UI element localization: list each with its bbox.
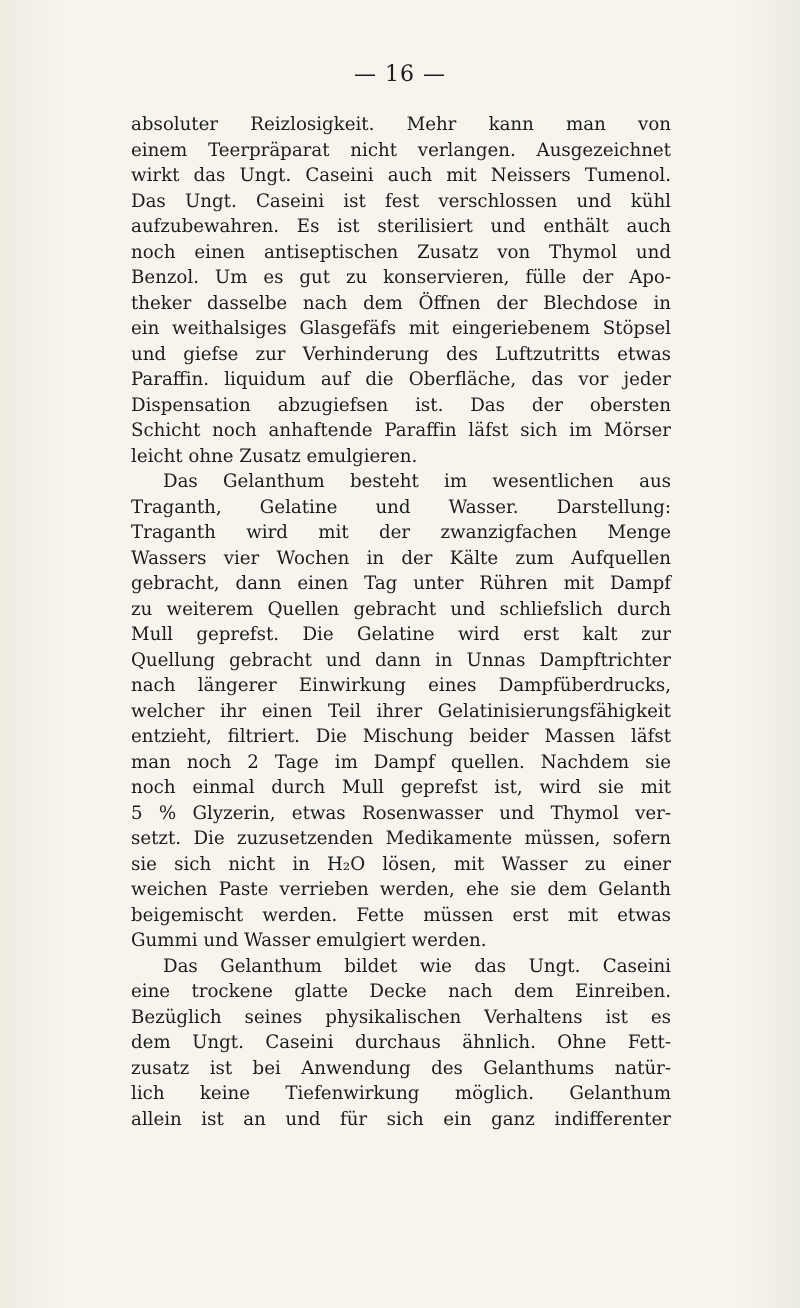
- text-line: nach längerer Einwirkung eines Dampfüberdrucks,: [131, 675, 671, 696]
- text-line: Benzol. Um es gut zu konservieren, fülle der Apo-: [131, 267, 671, 288]
- text-line: allein ist an und für sich ein ganz indifferenter: [131, 1108, 671, 1130]
- text-line: dem Ungt. Caseini durchaus ähnlich. Ohne Fett-: [131, 1032, 671, 1053]
- text-line: Wassers vier Wochen in der Kälte zum Aufquellen: [131, 547, 671, 569]
- text-line: Das Ungt. Caseini ist fest verschlossen und kühl: [131, 190, 671, 212]
- body-text: [131, 112, 671, 1132]
- text-line: entzieht, filtriert. Die Mischung beider Massen läfst: [131, 726, 671, 747]
- text-line: beigemischt werden. Fette müssen erst mit etwas: [131, 904, 671, 926]
- text-line: leicht ohne Zusatz emulgieren.: [131, 445, 418, 467]
- text-line: aufzubewahren. Es ist sterilisiert und enthält auch: [131, 216, 671, 237]
- text-line: gebracht, dann einen Tag unter Rühren mit Dampf: [131, 573, 671, 594]
- text-line: sie sich nicht in H₂O lösen, mit Wasser zu einer: [131, 853, 671, 875]
- text-line: Das Gelanthum besteht im wesentlichen aus: [163, 471, 671, 492]
- text-line: Paraffin. liquidum auf die Oberfläche, das vor jeder: [131, 369, 671, 390]
- text-line: zu weiterem Quellen gebracht und schliefslich durch: [131, 598, 671, 620]
- text-line: zusatz ist bei Anwendung des Gelanthums natür-: [131, 1057, 671, 1079]
- text-line: Mull geprefst. Die Gelatine wird erst kalt zur: [131, 624, 671, 645]
- text-line: noch einen antiseptischen Zusatz von Thymol und: [131, 241, 671, 263]
- text-line: Dispensation abzugiefsen ist. Das der obersten: [131, 394, 671, 416]
- text-line: Traganth, Gelatine und Wasser. Darstellung:: [131, 496, 671, 518]
- text-line: ein weithalsiges Glasgefäfs mit eingeriebenem Stöpsel: [131, 318, 671, 339]
- text-line: Das Gelanthum bildet wie das Ungt. Caseini: [163, 955, 671, 977]
- text-line: man noch 2 Tage im Dampf quellen. Nachdem sie: [131, 751, 671, 773]
- text-line: lich keine Tiefenwirkung möglich. Gelanthum: [131, 1083, 671, 1104]
- text-line: Schicht noch anhaftende Paraffin läfst sich im Mörser: [131, 420, 671, 441]
- text-line: weichen Paste verrieben werden, ehe sie dem Gelanth: [131, 879, 671, 900]
- page-number: — 16 —: [354, 62, 446, 87]
- text-line: einem Teerpräparat nicht verlangen. Ausgezeichnet: [131, 139, 671, 161]
- text-line: 5 % Glyzerin, etwas Rosenwasser und Thymol ver-: [131, 802, 671, 824]
- text-line: setzt. Die zuzusetzenden Medikamente müssen, sofern: [131, 828, 671, 849]
- text-line: Quellung gebracht und dann in Unnas Dampftrichter: [131, 649, 671, 671]
- text-line: welcher ihr einen Teil ihrer Gelatinisierungsfähigkeit: [131, 700, 671, 722]
- text-line: wirkt das Ungt. Caseini auch mit Neissers Tumenol.: [131, 165, 671, 186]
- text-line: Gummi und Wasser emulgiert werden.: [131, 930, 487, 951]
- text-line: theker dasselbe nach dem Öffnen der Blechdose in: [131, 292, 671, 314]
- text-line: Traganth wird mit der zwanzigfachen Menge: [131, 522, 671, 543]
- text-line: noch einmal durch Mull geprefst ist, wird sie mit: [131, 777, 671, 798]
- text-line: absoluter Reizlosigkeit. Mehr kann man von: [131, 114, 671, 135]
- text-line: Bezüglich seines physikalischen Verhaltens ist es: [131, 1006, 671, 1028]
- text-line: und giefse zur Verhinderung des Luftzutritts etwas: [131, 343, 671, 365]
- text-line: eine trockene glatte Decke nach dem Einreiben.: [131, 981, 671, 1002]
